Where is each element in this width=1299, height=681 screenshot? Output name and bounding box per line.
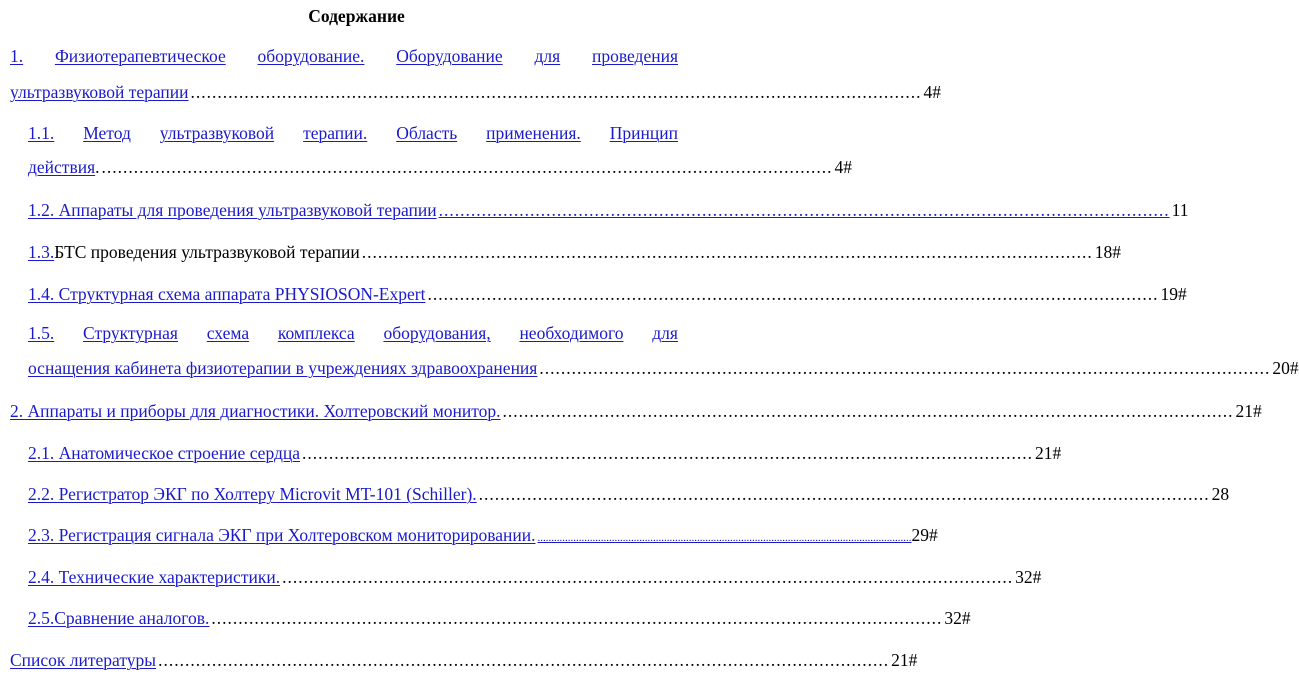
toc-word[interactable]: применения. (486, 123, 581, 143)
toc-word[interactable]: терапии. (303, 123, 368, 143)
toc-entry-2[interactable] (10, 399, 1262, 423)
dot-leader: ........................................................................................................................................ (478, 484, 1210, 504)
toc-entry-link[interactable]: ультразвуковой терапии (10, 82, 189, 102)
toc-entry-1-line2[interactable] (10, 80, 942, 104)
toc-title: Содержание (308, 6, 405, 26)
toc-word[interactable]: схема (206, 323, 250, 343)
toc-word[interactable]: для (534, 46, 561, 66)
toc-entry-link[interactable]: 2.3. Регистрация сигнала ЭКГ при Холтеровском мониторировании. (28, 525, 536, 545)
page-number: 21# (1035, 443, 1062, 463)
dot-leader: ........................................................................................................................................ (427, 284, 1159, 304)
toc-word[interactable]: для (652, 323, 678, 343)
toc-word[interactable]: оборудование. (257, 46, 365, 66)
page-number: 32# (1015, 567, 1042, 587)
page-number: 11 (1171, 200, 1189, 220)
toc-word[interactable]: Оборудование (396, 46, 503, 66)
page-number: 20# (1272, 358, 1299, 378)
toc-entry-1-5-line1[interactable] (28, 321, 678, 345)
toc-entry-1-line1[interactable] (10, 44, 678, 68)
dot-leader: ........................................................................................................................................ (361, 242, 1093, 262)
toc-entry-1-3[interactable] (28, 240, 1121, 264)
page-number: 28 (1211, 484, 1230, 504)
toc-entry-2-2[interactable] (28, 482, 1230, 506)
toc-entry-2-4[interactable] (28, 565, 1042, 589)
toc-entry-link[interactable]: 2.2. Регистратор ЭКГ по Холтеру Microvit MT-101 (Schiller). (28, 484, 477, 504)
toc-word[interactable]: Структурная (83, 323, 178, 343)
toc-word[interactable]: 1. (10, 46, 24, 66)
dot-leader: ........................................................................................................................................ (438, 200, 1170, 220)
toc-entry-link[interactable]: 2.4. Технические характеристики. (28, 567, 281, 587)
page-number: 4# (923, 82, 942, 102)
dot-leader: ........................................................................................................................................ (302, 443, 1033, 463)
toc-entry-link[interactable]: оснащения кабинета физиотерапии в учреждениях здравоохранения (28, 358, 538, 378)
toc-word[interactable]: Область (396, 123, 458, 143)
toc-entry-1-1-line2[interactable] (28, 155, 853, 179)
toc-entry-1-4[interactable] (28, 282, 1187, 306)
toc-entry-references[interactable] (10, 648, 918, 672)
page-number: 18# (1094, 242, 1121, 262)
dot-leader: ........................................................................................................................................ (101, 157, 833, 177)
toc-entry-text: БТС проведения ультразвуковой терапии (54, 242, 360, 262)
toc-word[interactable]: Метод (83, 123, 131, 143)
entry-punctuation: . (95, 157, 100, 177)
toc-entry-link[interactable]: действия (28, 157, 96, 177)
toc-entry-link[interactable]: 1.4. Структурная схема аппарата PHYSIOSON-Expert (28, 284, 426, 304)
page-number: 29# (911, 525, 938, 545)
toc-word[interactable]: комплекса (277, 323, 355, 343)
dot-leader: ........................................................................................................................................ (539, 358, 1271, 378)
dot-leader: ........................................................................................................................................ (537, 532, 912, 544)
toc-entry-link[interactable]: 2. Аппараты и приборы для диагностики. Холтеровский монитор. (10, 401, 501, 421)
toc-word[interactable]: 1.1. (28, 123, 55, 143)
toc-entry-1-1-line1[interactable] (28, 121, 678, 145)
toc-word[interactable]: ультразвуковой (159, 123, 275, 143)
page-number: 32# (944, 608, 971, 628)
dot-leader: ........................................................................................................................................ (282, 567, 1014, 587)
dot-leader: ........................................................................................................................................ (211, 608, 943, 628)
toc-entry-link[interactable]: 1.2. Аппараты для проведения ультразвуковой терапии (28, 200, 437, 220)
toc-entry-2-5[interactable] (28, 606, 971, 630)
toc-entry-link[interactable]: 2.5.Сравнение аналогов. (28, 608, 210, 628)
dot-leader: ........................................................................................................................................ (190, 82, 922, 102)
page-number: 4# (834, 157, 853, 177)
toc-entry-number[interactable]: 1.3. (28, 242, 55, 262)
page-number: 21# (1235, 401, 1262, 421)
toc-entry-2-3[interactable] (28, 523, 938, 547)
toc-entry-2-1[interactable] (28, 441, 1062, 465)
toc-entry-link[interactable]: 2.1. Анатомическое строение сердца (28, 443, 300, 463)
dot-leader: ........................................................................................................................................ (158, 650, 890, 670)
toc-entry-1-5-line2[interactable] (28, 356, 1299, 380)
dot-leader: ........................................................................................................................................ (502, 401, 1234, 421)
toc-word[interactable]: 1.5. (28, 323, 55, 343)
toc-entry-1-2[interactable] (28, 198, 1189, 222)
toc-word[interactable]: проведения (591, 46, 678, 66)
toc-word[interactable]: необходимого (519, 323, 624, 343)
toc-word[interactable]: Физиотерапевтическое (54, 46, 226, 66)
toc-word[interactable]: Принцип (609, 123, 678, 143)
page-number: 19# (1160, 284, 1187, 304)
page-number: 21# (891, 650, 918, 670)
toc-entry-link[interactable]: Список литературы (10, 650, 157, 670)
toc-word[interactable]: оборудования, (383, 323, 491, 343)
